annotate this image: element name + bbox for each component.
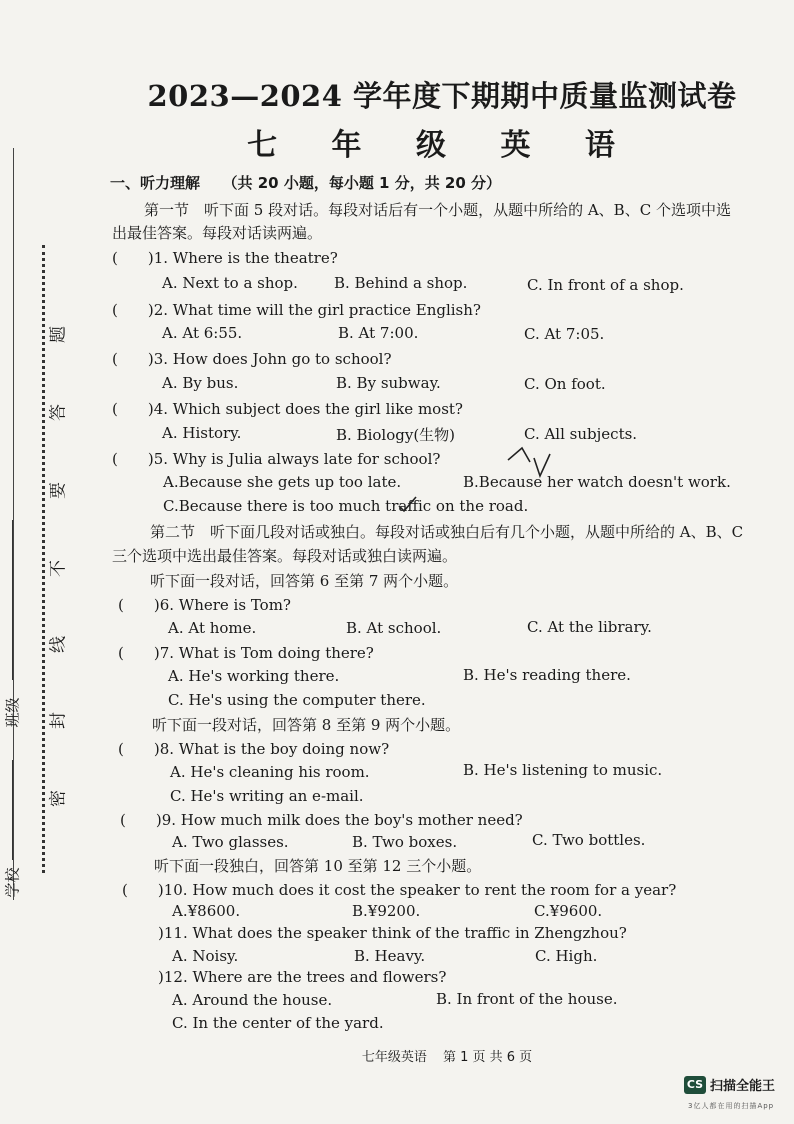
option-c[interactable]: C. Two bottles. bbox=[532, 831, 646, 849]
option-c[interactable]: C. He's writing an e-mail. bbox=[170, 787, 364, 805]
option-b[interactable]: B. He's reading there. bbox=[463, 666, 631, 684]
seal-char: 不 bbox=[48, 560, 69, 577]
option-a[interactable]: A. Around the house. bbox=[172, 991, 333, 1009]
option-a[interactable]: A. At home. bbox=[168, 619, 257, 637]
group-instruction: 听下面一段对话，回答第 8 至第 9 两个小题。 bbox=[152, 716, 461, 734]
option-b[interactable]: B. In front of the house. bbox=[436, 990, 618, 1008]
question-stem: ( )10. How much does it cost the speaker to rent the room for a year? bbox=[122, 881, 677, 899]
question-stem: ( )9. How much milk does the boy's mother need? bbox=[120, 811, 523, 829]
question-stem: )11. What does the speaker think of the traffic in Zhengzhou? bbox=[158, 924, 627, 942]
class-label: 班级 bbox=[3, 697, 22, 728]
scanner-brand: 扫描全能王 bbox=[710, 1079, 776, 1094]
option-c[interactable]: C.Because there is too much traffic on the road. bbox=[163, 497, 529, 515]
option-a[interactable]: A.Because she gets up too late. bbox=[163, 473, 402, 491]
option-a[interactable]: A. Two glasses. bbox=[172, 833, 289, 851]
part1-intro: 第一节 听下面 5 段对话。每段对话后有一个小题，从题中所给的 A、B、C 个选项中选 bbox=[144, 201, 731, 219]
handwritten-mark bbox=[396, 494, 420, 514]
school-field-line[interactable] bbox=[12, 760, 13, 860]
option-c[interactable]: C. High. bbox=[535, 947, 598, 965]
option-c[interactable]: C. At the library. bbox=[527, 618, 652, 636]
option-b[interactable]: B. At 7:00. bbox=[338, 324, 419, 342]
option-a[interactable]: A. Noisy. bbox=[172, 947, 239, 965]
option-a[interactable]: A. Next to a shop. bbox=[162, 274, 298, 292]
option-c[interactable]: C. In front of a shop. bbox=[527, 276, 684, 294]
footer-subject: 七年级英语 bbox=[361, 1050, 427, 1065]
option-c[interactable]: C. On foot. bbox=[524, 375, 606, 393]
option-b[interactable]: B. Heavy. bbox=[354, 947, 426, 965]
part1-intro: 出最佳答案。每段对话读两遍。 bbox=[112, 224, 323, 242]
class-field-line[interactable] bbox=[12, 520, 13, 680]
seal-char: 题 bbox=[48, 326, 69, 343]
option-c[interactable]: C. In the center of the yard. bbox=[172, 1014, 384, 1032]
seal-char: 密 bbox=[48, 790, 69, 807]
option-a[interactable]: A. At 6:55. bbox=[162, 324, 243, 342]
option-b[interactable]: B.Because her watch doesn't work. bbox=[463, 473, 731, 491]
binding-border bbox=[13, 148, 14, 900]
question-stem: )12. Where are the trees and flowers? bbox=[158, 968, 447, 986]
camscanner-logo-icon: CS bbox=[684, 1076, 706, 1094]
option-c[interactable]: C. He's using the computer there. bbox=[168, 691, 426, 709]
school-label: 学校 bbox=[3, 867, 22, 898]
footer-page-number: 第 1 页 共 6 页 bbox=[442, 1050, 533, 1065]
question-stem: ( )1. Where is the theatre? bbox=[112, 249, 338, 267]
option-b[interactable]: B. Behind a shop. bbox=[334, 274, 468, 292]
exam-title: 2023—2024 学年度下期期中质量监测试卷 bbox=[147, 79, 737, 113]
part2-intro: 第二节 听下面几段对话或独白。每段对话或独白后有几个小题，从题中所给的 A、B、C bbox=[150, 523, 744, 541]
question-stem: ( )3. How does John go to school? bbox=[112, 350, 392, 368]
option-b[interactable]: B.¥9200. bbox=[352, 902, 421, 920]
scanner-tagline: 3亿人都在用的扫描App bbox=[688, 1102, 775, 1110]
handwritten-mark bbox=[500, 440, 570, 490]
option-a[interactable]: A. He's cleaning his room. bbox=[170, 763, 370, 781]
option-a[interactable]: A. History. bbox=[162, 424, 242, 442]
option-c[interactable]: C. At 7:05. bbox=[524, 325, 605, 343]
group-instruction: 听下面一段对话，回答第 6 至第 7 两个小题。 bbox=[150, 572, 459, 590]
part2-intro: 三个选项中选出最佳答案。每段对话或独白读两遍。 bbox=[112, 547, 458, 565]
question-stem: ( )7. What is Tom doing there? bbox=[118, 644, 374, 662]
seal-char: 线 bbox=[48, 636, 69, 653]
option-b[interactable]: B. Biology(生物) bbox=[336, 426, 456, 444]
option-a[interactable]: A. By bus. bbox=[162, 374, 239, 392]
option-b[interactable]: B. By subway. bbox=[336, 374, 441, 392]
option-a[interactable]: A.¥8600. bbox=[172, 902, 241, 920]
question-stem: ( )5. Why is Julia always late for school? bbox=[112, 450, 441, 468]
option-c[interactable]: C.¥9600. bbox=[534, 902, 603, 920]
seal-char: 封 bbox=[48, 712, 69, 729]
question-stem: ( )4. Which subject does the girl like most? bbox=[112, 400, 463, 418]
option-b[interactable]: B. Two boxes. bbox=[352, 833, 458, 851]
exam-subject: 七 年 级 英 语 bbox=[247, 128, 637, 163]
page-footer bbox=[0, 1046, 794, 1065]
seal-char: 要 bbox=[48, 482, 69, 499]
group-instruction: 听下面一段独白，回答第 10 至第 12 三个小题。 bbox=[154, 857, 482, 875]
seal-char: 答 bbox=[48, 404, 69, 421]
option-c[interactable]: C. All subjects. bbox=[524, 425, 638, 443]
question-stem: ( )6. Where is Tom? bbox=[118, 596, 291, 614]
option-b[interactable]: B. He's listening to music. bbox=[463, 761, 663, 779]
question-stem: ( )8. What is the boy doing now? bbox=[118, 740, 390, 758]
question-stem: ( )2. What time will the girl practice English? bbox=[112, 301, 481, 319]
section-heading: 一、听力理解 （共 20 小题，每小题 1 分，共 20 分） bbox=[110, 174, 502, 192]
option-b[interactable]: B. At school. bbox=[346, 619, 442, 637]
option-a[interactable]: A. He's working there. bbox=[168, 667, 340, 685]
